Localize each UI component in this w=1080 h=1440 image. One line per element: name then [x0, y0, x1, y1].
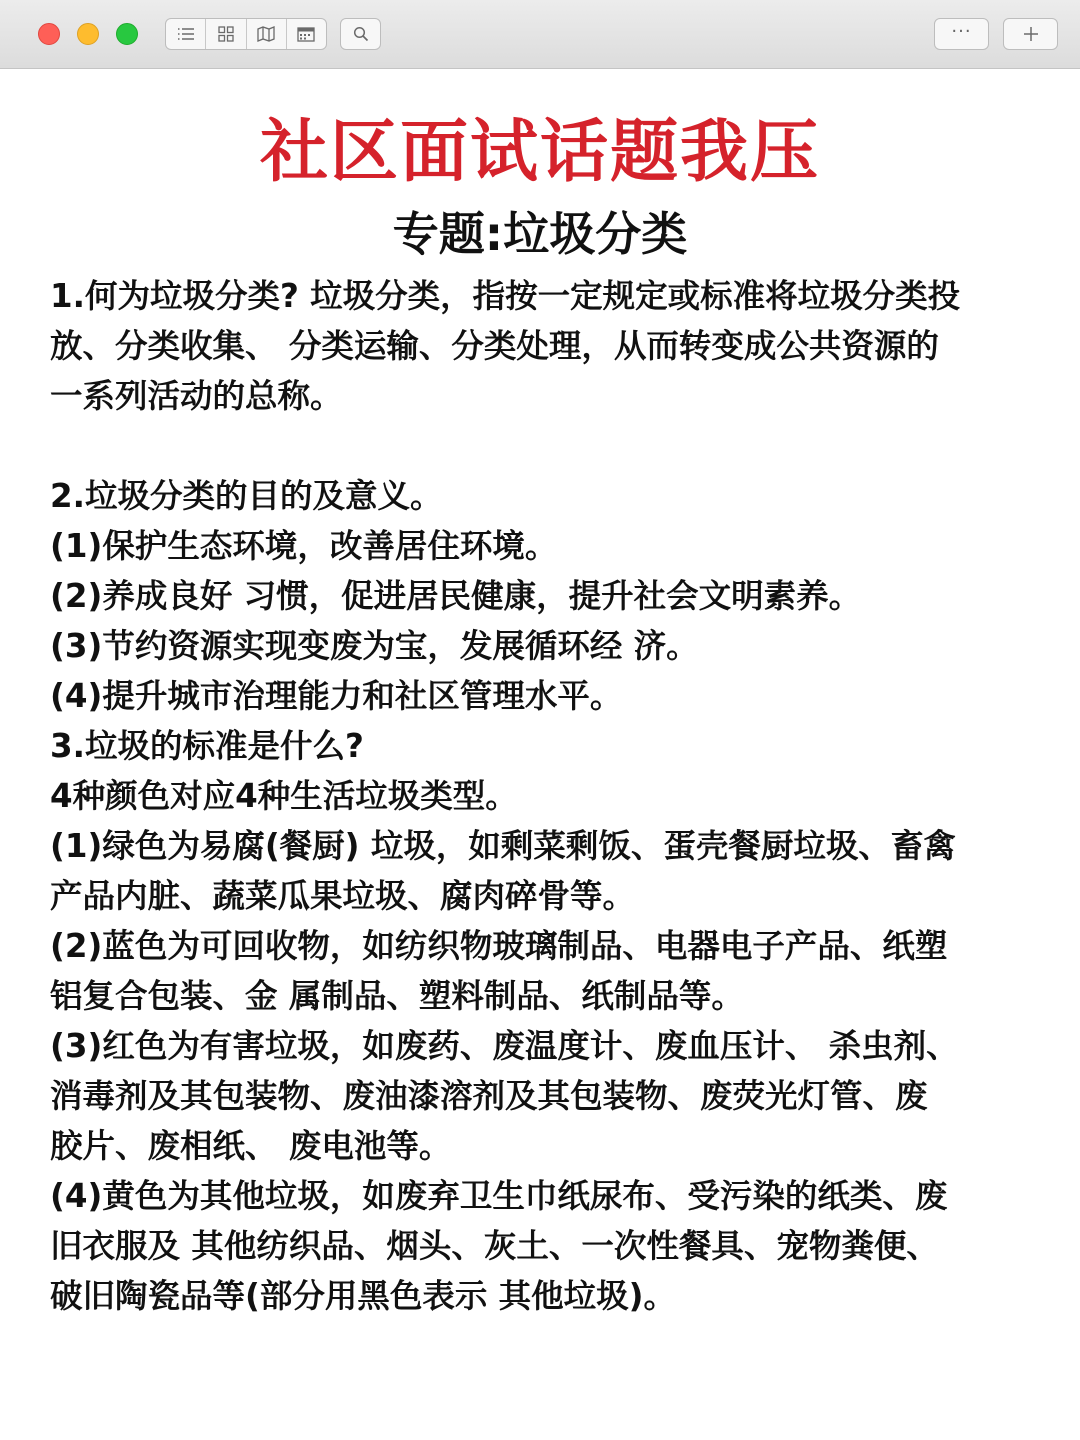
body-line: 4种颜色对应4种生活垃圾类型。 — [50, 777, 518, 815]
body-line: (3)红色为有害垃圾，如废药、废温度计、废血压计、 杀虫剂、 — [50, 1027, 959, 1065]
body-line: 消毒剂及其包装物、废油漆溶剂及其包装物、废荧光灯管、废 — [50, 1077, 928, 1115]
map-view-button[interactable] — [247, 19, 287, 49]
grid-view-button[interactable] — [206, 19, 246, 49]
body-line: 2.垃圾分类的目的及意义。 — [50, 477, 443, 515]
body-line: (1)保护生态环境，改善居住环境。 — [50, 527, 558, 565]
close-window-button[interactable] — [38, 23, 60, 45]
add-button[interactable] — [1003, 18, 1058, 50]
note-body — [50, 271, 1035, 1321]
grid-icon — [218, 26, 234, 42]
list-icon — [177, 27, 195, 41]
minimize-window-button[interactable] — [77, 23, 99, 45]
body-line: 放、分类收集、 分类运输、分类处理，从而转变成公共资源的 — [50, 327, 939, 365]
view-mode-segmented-control — [165, 18, 327, 50]
body-line: (3)节约资源实现变废为宝，发展循环经 济。 — [50, 627, 699, 665]
page-title: 社区面试话题我压 — [259, 113, 820, 192]
body-line: (2)养成良好 习惯，促进居民健康，提升社会文明素养。 — [50, 577, 862, 615]
page-subtitle: 专题:垃圾分类 — [392, 207, 688, 261]
search-icon — [353, 26, 369, 42]
window-titlebar — [0, 0, 1080, 69]
more-button[interactable]: ··· — [934, 18, 989, 50]
body-line — [50, 421, 1035, 471]
body-line: 旧衣服及 其他纺织品、烟头、灰土、一次性餐具、宠物粪便、 — [50, 1227, 939, 1265]
calendar-view-button[interactable] — [287, 19, 326, 49]
body-line: 产品内脏、蔬菜瓜果垃圾、腐肉碎骨等。 — [50, 877, 636, 915]
note-content — [0, 69, 1080, 1440]
map-icon — [257, 26, 275, 42]
body-line: (4)提升城市治理能力和社区管理水平。 — [50, 677, 623, 715]
plus-icon — [1023, 26, 1039, 42]
body-line: 1.何为垃圾分类? 垃圾分类，指按一定规定或标准将垃圾分类投 — [50, 277, 961, 315]
body-line: (4)黄色为其他垃圾，如废弃卫生巾纸尿布、受污染的纸类、废 — [50, 1177, 948, 1215]
search-button[interactable] — [340, 18, 381, 50]
zoom-window-button[interactable] — [116, 23, 138, 45]
calendar-icon — [297, 27, 315, 42]
body-line: (2)蓝色为可回收物，如纺织物玻璃制品、电器电子产品、纸塑 — [50, 927, 948, 965]
list-view-button[interactable] — [166, 19, 206, 49]
body-line: 胶片、废相纸、 废电池等。 — [50, 1127, 452, 1165]
body-line: (1)绿色为易腐(餐厨) 垃圾，如剩菜剩饭、蛋壳餐厨垃圾、畜禽 — [50, 827, 956, 865]
body-line: 3.垃圾的标准是什么? — [50, 727, 364, 765]
body-line: 破旧陶瓷品等(部分用黑色表示 其他垃圾)。 — [50, 1277, 677, 1315]
body-line: 铝复合包装、金 属制品、塑料制品、纸制品等。 — [50, 977, 744, 1015]
body-line: 一系列活动的总称。 — [50, 377, 343, 415]
